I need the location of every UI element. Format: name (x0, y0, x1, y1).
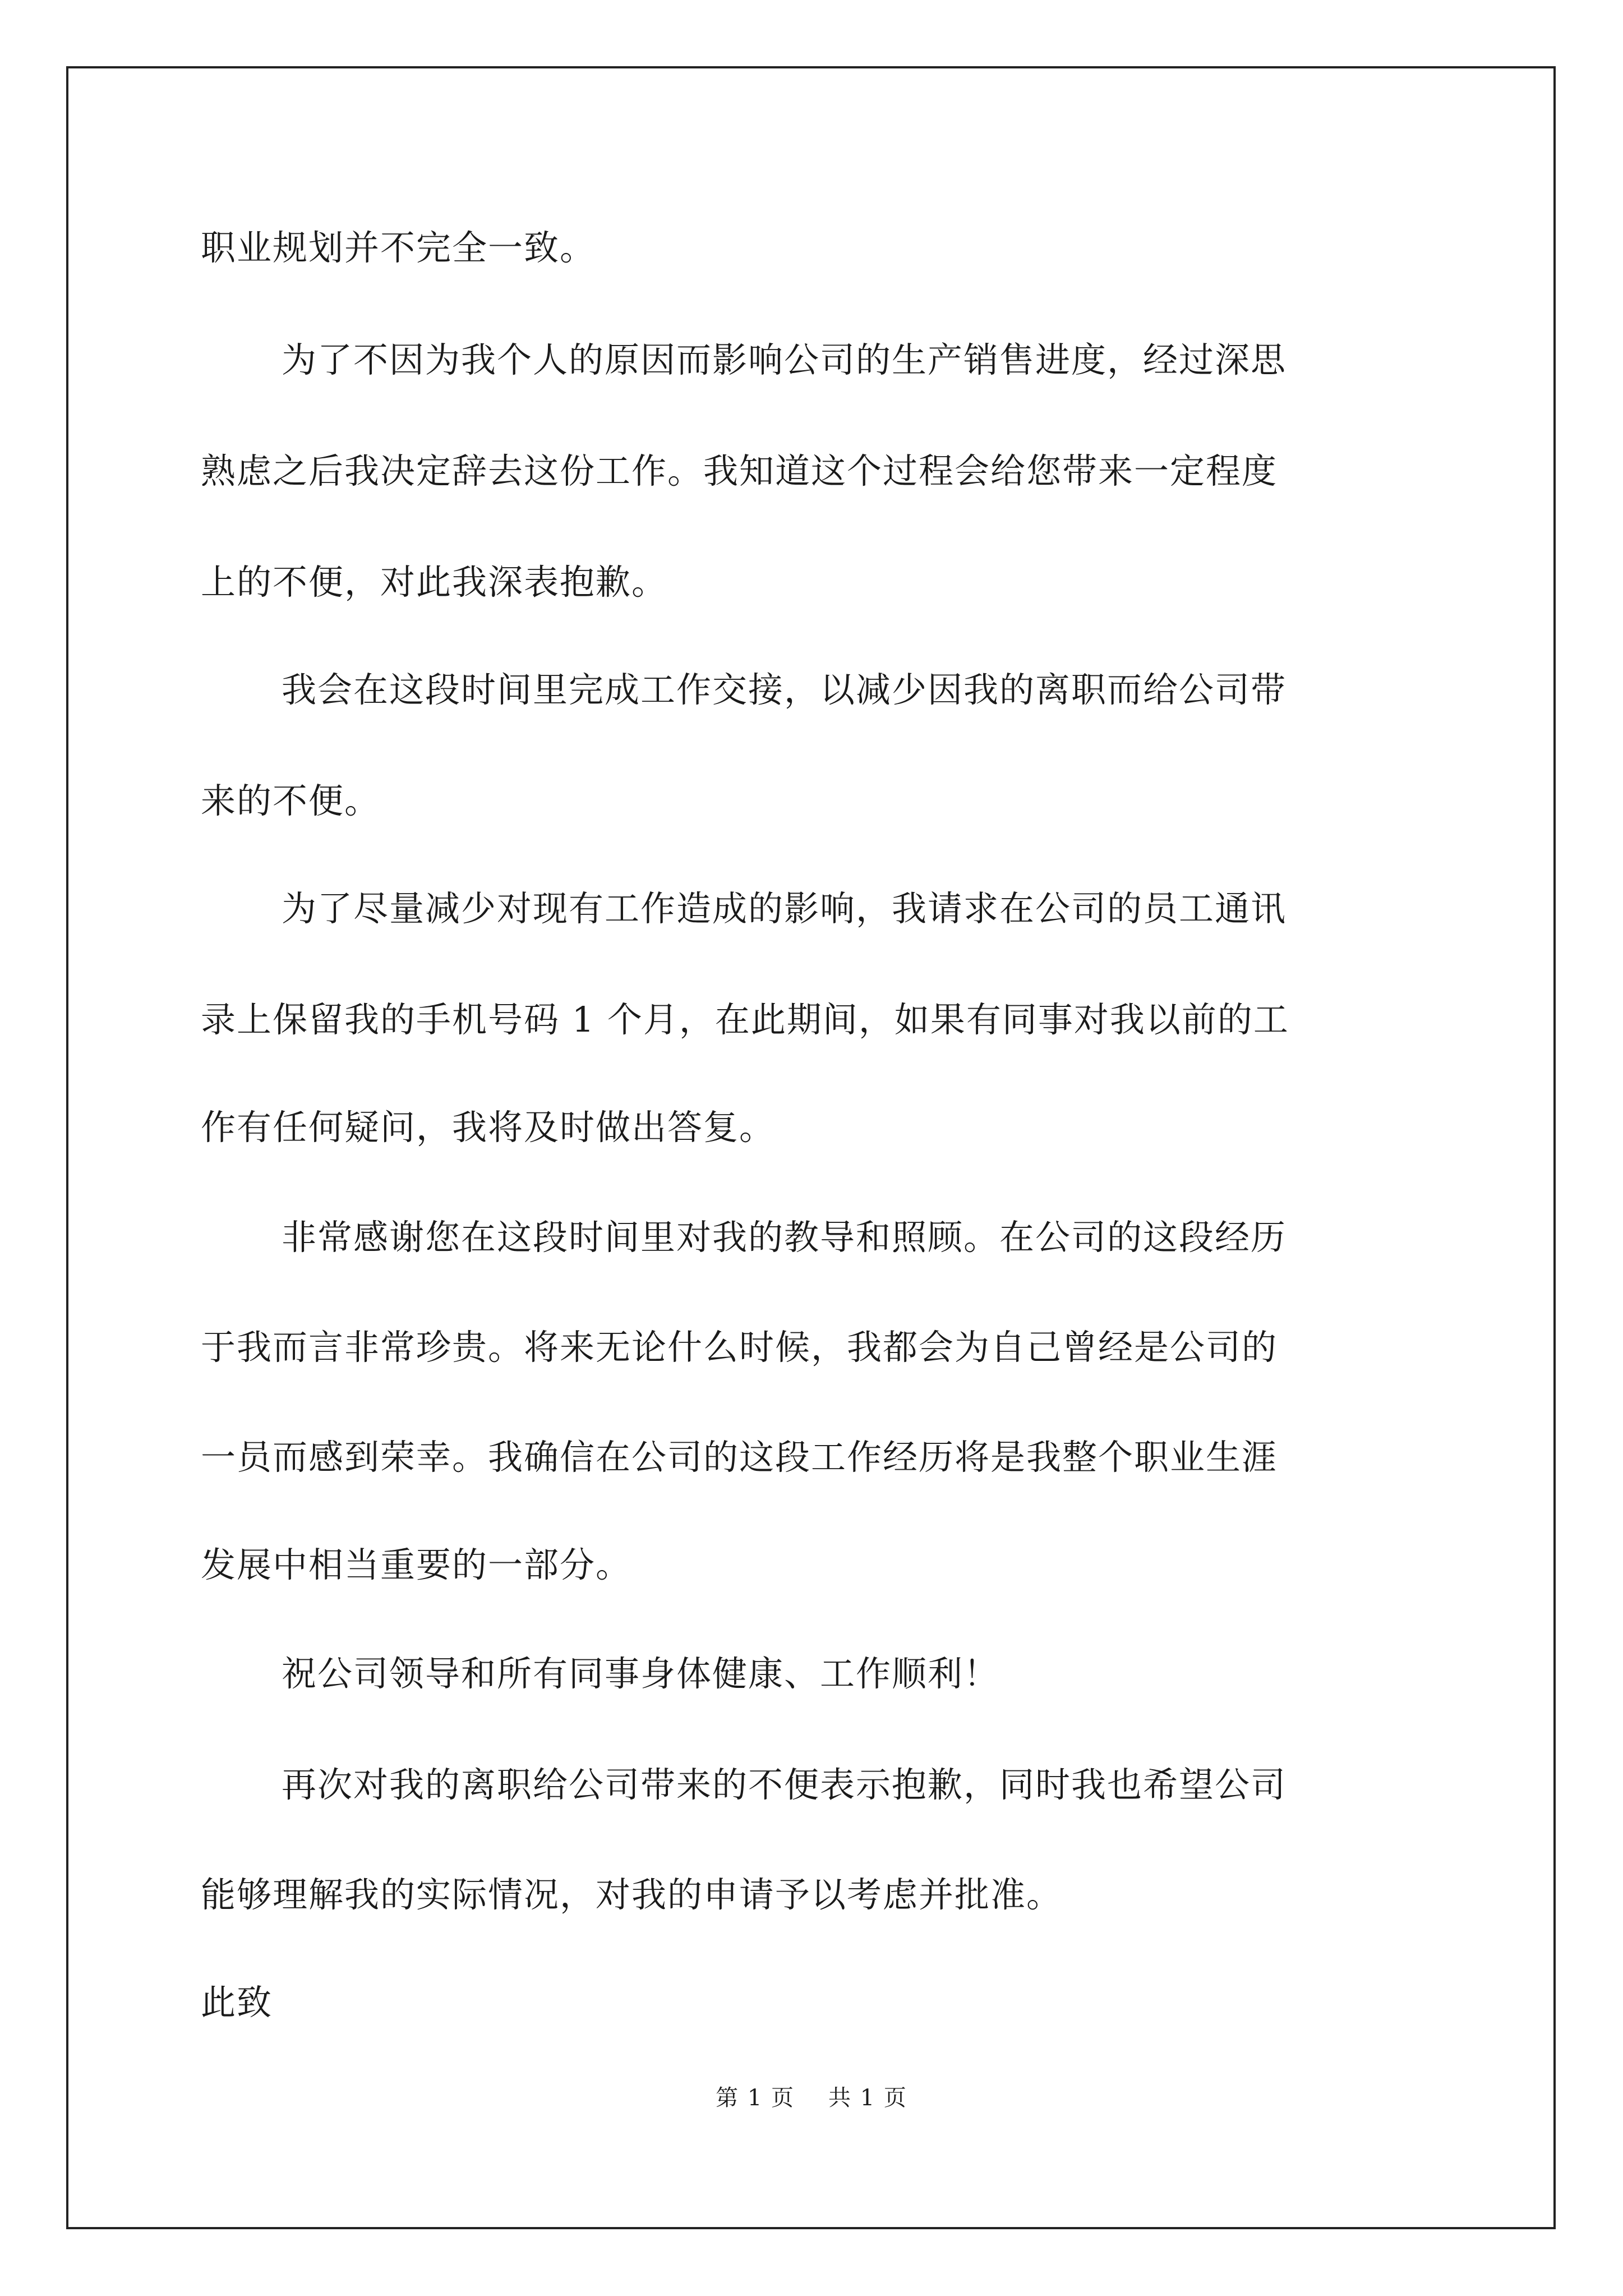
text-line: 祝公司领导和所有同事身体健康、工作顺利！ (282, 1653, 1000, 1694)
text-line: 为了不因为我个人的原因而影响公司的生产销售进度，经过深思 (282, 339, 1287, 380)
text-line: 录上保留我的手机号码 1 个月，在此期间，如果有同事对我以前的工 (201, 999, 1289, 1040)
text-line: 我会在这段时间里完成工作交接，以减少因我的离职而给公司带 (282, 669, 1287, 710)
page-number: 第 1 页 (716, 2085, 795, 2111)
text-line: 来的不便。 (201, 780, 381, 821)
page-footer (0, 2081, 1623, 2115)
text-line: 上的不便，对此我深表抱歉。 (201, 562, 668, 602)
text-line: 非常感谢您在这段时间里对我的教导和照顾。在公司的这段经历 (282, 1217, 1287, 1258)
text-line: 一员而感到荣幸。我确信在公司的这段工作经历将是我整个职业生涯 (201, 1437, 1278, 1478)
text-line: 于我而言非常珍贵。将来无论什么时候，我都会为自己曾经是公司的 (201, 1327, 1278, 1368)
text-line: 为了尽量减少对现有工作造成的影响，我请求在公司的员工通讯 (282, 888, 1287, 929)
text-line: 能够理解我的实际情况，对我的申请予以考虑并批准。 (201, 1874, 1063, 1915)
text-line: 发展中相当重要的一部分。 (201, 1544, 632, 1585)
text-line: 再次对我的离职给公司带来的不便表示抱歉，同时我也希望公司 (282, 1764, 1287, 1805)
text-line: 职业规划并不完全一致。 (201, 227, 596, 268)
total-pages: 共 1 页 (828, 2085, 907, 2111)
text-line: 此致 (201, 1982, 273, 2023)
text-line: 作有任何疑问，我将及时做出答复。 (201, 1107, 776, 1148)
text-line: 熟虑之后我决定辞去这份工作。我知道这个过程会给您带来一定程度 (201, 450, 1278, 491)
